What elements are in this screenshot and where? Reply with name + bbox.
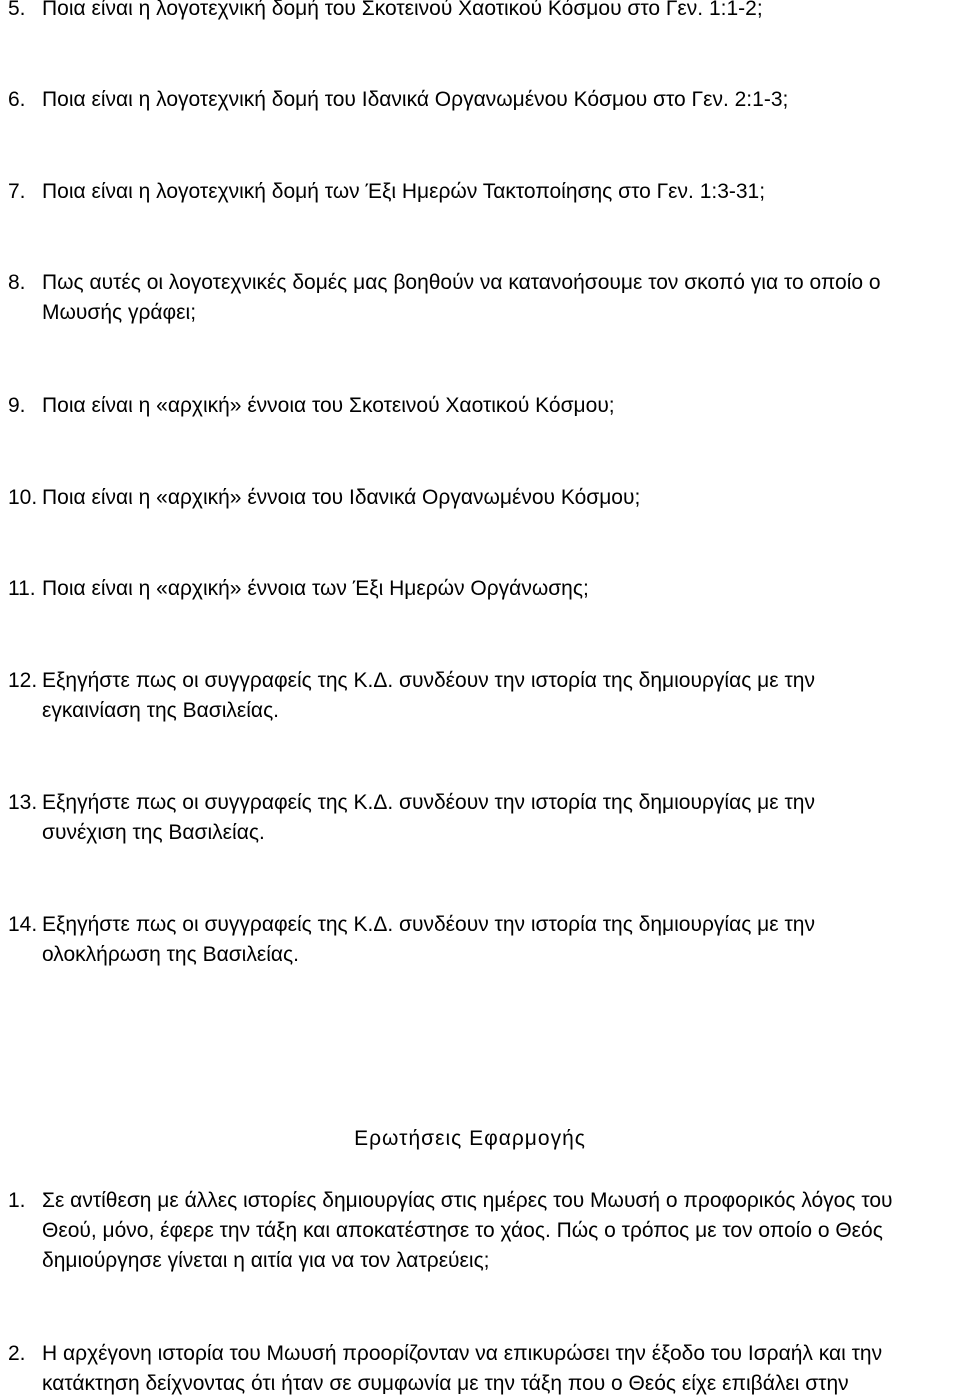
question-text: Ποια είναι η λογοτεχνική δομή του Ιδανικά Οργανωμένου Κόσμου στο Γεν. 2:1-3; [42, 88, 789, 111]
question-text: Ποια είναι η λογοτεχνική δομή του Σκοτεινού Χαοτικού Κόσμου στο Γεν. 1:1-2; [42, 0, 763, 20]
application-questions-heading: Ερωτήσεις Εφαρμογής [354, 1127, 586, 1150]
question-number: 2. [8, 1342, 26, 1365]
question-text: Ποια είναι η «αρχική» έννοια του Σκοτεινού Χαοτικού Κόσμου; [42, 394, 615, 417]
question-13 [8, 788, 958, 848]
question-number: 6. [8, 88, 26, 111]
question-text: Σε αντίθεση με άλλες ιστορίες δημιουργίας στις ημέρες του Μωυσή ο προφορικός λόγος του [42, 1189, 893, 1212]
question-text-continued: Μωυσής γράφει; [42, 301, 197, 324]
question-number: 12. [8, 669, 38, 692]
application-question-1 [8, 1186, 958, 1276]
question-7 [8, 177, 958, 207]
question-text-continued: κατάκτηση δείχνοντας ότι ήταν σε συμφωνία με την τάξη που ο Θεός είχε επιβάλει στην [42, 1372, 849, 1395]
question-number: 10. [8, 486, 38, 509]
question-number: 11. [8, 577, 36, 600]
question-text-continued: δημιούργησε γίνεται η αιτία για να τον λατρεύεις; [42, 1249, 490, 1272]
question-6 [8, 85, 958, 115]
question-number: 14. [8, 913, 38, 936]
question-text: Εξηγήστε πως οι συγγραφείς της Κ.Δ. συνδέουν την ιστορία της δημιουργίας με την [42, 669, 815, 692]
question-text: Εξηγήστε πως οι συγγραφείς της Κ.Δ. συνδέουν την ιστορία της δημιουργίας με την [42, 913, 815, 936]
question-10 [8, 483, 958, 513]
question-number: 13. [8, 791, 38, 814]
question-text: Ποια είναι η «αρχική» έννοια του Ιδανικά Οργανωμένου Κόσμου; [42, 486, 641, 509]
question-14 [8, 910, 958, 970]
question-text: Εξηγήστε πως οι συγγραφείς της Κ.Δ. συνδέουν την ιστορία της δημιουργίας με την [42, 791, 815, 814]
question-text: Η αρχέγονη ιστορία του Μωυσή προορίζονταν να επικυρώσει την έξοδο του Ισραήλ και την [42, 1342, 883, 1365]
question-8 [8, 268, 958, 328]
question-11 [8, 574, 958, 604]
question-number: 7. [8, 180, 26, 203]
question-number: 9. [8, 394, 26, 417]
question-number: 1. [8, 1189, 26, 1212]
question-text: Πως αυτές οι λογοτεχνικές δομές μας βοηθούν να κατανοήσουμε τον σκοπό για το οποίο ο [42, 271, 881, 294]
question-number: 5. [8, 0, 26, 20]
question-text-continued: συνέχιση της Βασιλείας. [42, 821, 265, 844]
question-text-continued: ολοκλήρωση της Βασιλείας. [42, 943, 299, 966]
question-9 [8, 391, 958, 421]
question-5 [8, 0, 958, 24]
question-text: Ποια είναι η «αρχική» έννοια των Έξι Ημερών Οργάνωσης; [42, 577, 589, 600]
question-text: Ποια είναι η λογοτεχνική δομή των Έξι Ημερών Τακτοποίησης στο Γεν. 1:3-31; [42, 180, 766, 203]
question-12 [8, 666, 958, 726]
application-question-2 [8, 1339, 958, 1399]
question-number: 8. [8, 271, 26, 294]
question-text-continued: Θεού, μόνο, έφερε την τάξη και αποκατέστησε το χάος. Πώς ο τρόπος με τον οποίο ο Θεός [42, 1219, 883, 1242]
question-text-continued: εγκαινίαση της Βασιλείας. [42, 699, 280, 722]
